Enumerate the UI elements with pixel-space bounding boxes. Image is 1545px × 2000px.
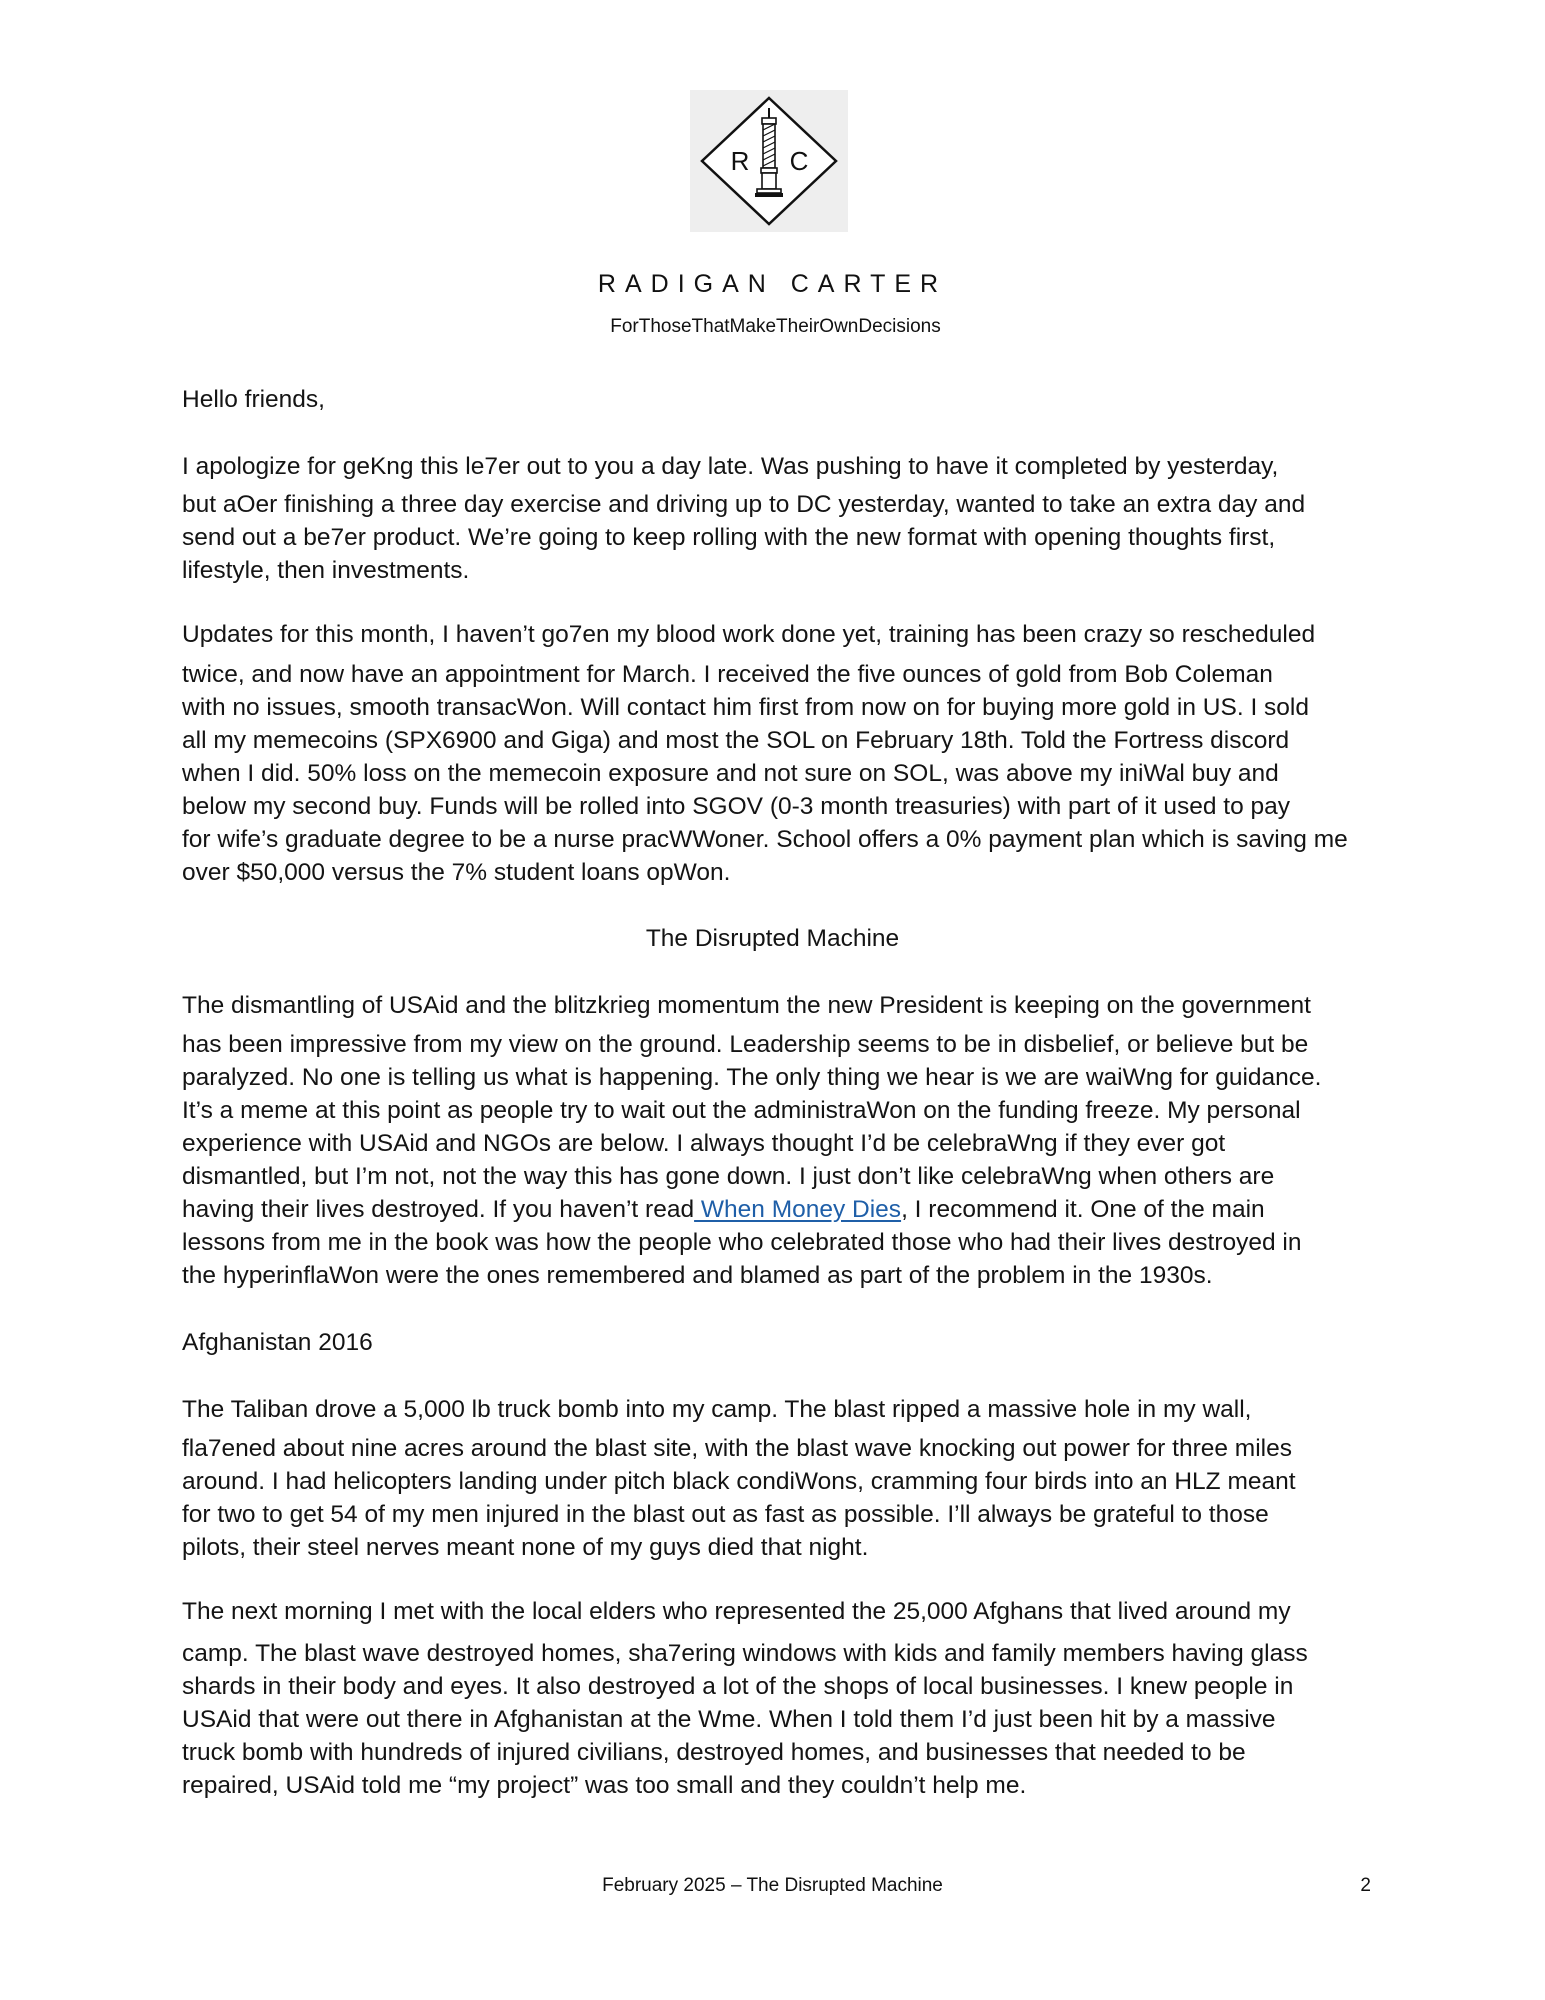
brand-tagline: ForThoseThatMakeTheirOwnDecisions	[610, 316, 941, 337]
link-line-after: , I recommend it. One of the main	[901, 1196, 1265, 1223]
brand-name: RADIGAN CARTER	[597, 270, 948, 298]
paragraph-line: for two to get 54 of my men injured in the blast out as fast as possible. I’ll always be grateful to those	[182, 1501, 1269, 1528]
paragraph-line: The Taliban drove a 5,000 lb truck bomb into my camp. The blast ripped a massive hole in my wall,	[182, 1396, 1252, 1423]
logo-letter-right: C	[789, 146, 809, 176]
paragraph-line: shards in their body and eyes. It also destroyed a lot of the shops of local businesses. I knew people in	[182, 1673, 1294, 1700]
paragraph-line: when I did. 50% loss on the memecoin exposure and not sure on SOL, was above my iniWal buy and	[182, 760, 1279, 787]
paragraph-line: The next morning I met with the local elders who represented the 25,000 Afghans that lived around my	[182, 1598, 1291, 1625]
paragraph-line-with-link	[182, 1195, 1265, 1225]
paragraph-line: It’s a meme at this point as people try to wait out the administraWon on the funding freeze. My personal	[182, 1097, 1301, 1124]
paragraph-line: fla7ened about nine acres around the blast site, with the blast wave knocking out power for three miles	[182, 1435, 1292, 1462]
footer-title: February 2025 – The Disrupted Machine	[602, 1875, 943, 1896]
paragraph-line: lifestyle, then investments.	[182, 557, 470, 584]
paragraph-line: around. I had helicopters landing under pitch black condiWons, cramming four birds into an HLZ meant	[182, 1468, 1296, 1495]
paragraph-line: but aOer finishing a three day exercise and driving up to DC yesterday, wanted to take an extra day and	[182, 491, 1306, 518]
paragraph-line: all my memecoins (SPX6900 and Giga) and most the SOL on February 18th. Told the Fortress discord	[182, 727, 1290, 754]
when-money-dies-link[interactable]: When Money Dies	[694, 1196, 902, 1223]
greeting: Hello friends,	[182, 386, 325, 413]
paragraph-line: pilots, their steel nerves meant none of my guys died that night.	[182, 1534, 869, 1561]
paragraph-line: send out a be7er product. We’re going to keep rolling with the new format with opening thoughts first,	[182, 524, 1276, 551]
brand-logo	[690, 90, 848, 232]
paragraph-line: the hyperinflaWon were the ones remembered and blamed as part of the problem in the 1930s.	[182, 1262, 1213, 1289]
paragraph-line: twice, and now have an appointment for March. I received the five ounces of gold from Bob Coleman	[182, 661, 1273, 688]
paragraph-line: dismantled, but I’m not, not the way this has gone down. I just don’t like celebraWng when others are	[182, 1163, 1275, 1190]
section-heading: The Disrupted Machine	[645, 925, 900, 952]
paragraph-line: I apologize for geKng this le7er out to you a day late. Was pushing to have it completed by yesterday,	[182, 453, 1279, 480]
paragraph-line: paralyzed. No one is telling us what is happening. The only thing we hear is we are waiWng for guidance.	[182, 1064, 1322, 1091]
paragraph-line: truck bomb with hundreds of injured civilians, destroyed homes, and businesses that needed to be	[182, 1739, 1246, 1766]
paragraph-line: camp. The blast wave destroyed homes, sha7ering windows with kids and family members having glass	[182, 1640, 1308, 1667]
paragraph-line: repaired, USAid told me “my project” was too small and they couldn’t help me.	[182, 1772, 1027, 1799]
paragraph-line: USAid that were out there in Afghanistan at the Wme. When I told them I’d just been hit by a massive	[182, 1706, 1276, 1733]
diamond-logo-icon	[690, 90, 848, 232]
paragraph-line: experience with USAid and NGOs are below. I always thought I’d be celebraWng if they ever got	[182, 1130, 1226, 1157]
paragraph-line: for wife’s graduate degree to be a nurse pracWWoner. School offers a 0% payment plan which is saving me	[182, 826, 1348, 853]
paragraph-line: over $50,000 versus the 7% student loans opWon.	[182, 859, 731, 886]
paragraph-line: lessons from me in the book was how the people who celebrated those who had their lives destroyed in	[182, 1229, 1302, 1256]
link-line-before: having their lives destroyed. If you haven’t read	[182, 1196, 695, 1223]
paragraph-line: has been impressive from my view on the ground. Leadership seems to be in disbelief, or believe but be	[182, 1031, 1309, 1058]
subheading: Afghanistan 2016	[182, 1329, 373, 1356]
paragraph-line: The dismantling of USAid and the blitzkrieg momentum the new President is keeping on the government	[182, 992, 1311, 1019]
logo-letter-left: R	[730, 146, 750, 176]
paragraph-line: Updates for this month, I haven’t go7en my blood work done yet, training has been crazy so rescheduled	[182, 621, 1316, 648]
paragraph-line: with no issues, smooth transacWon. Will contact him first from now on for buying more gold in US. I sold	[182, 694, 1309, 721]
page-number: 2	[1360, 1875, 1371, 1896]
paragraph-line: below my second buy. Funds will be rolled into SGOV (0-3 month treasuries) with part of it used to pay	[182, 793, 1291, 820]
